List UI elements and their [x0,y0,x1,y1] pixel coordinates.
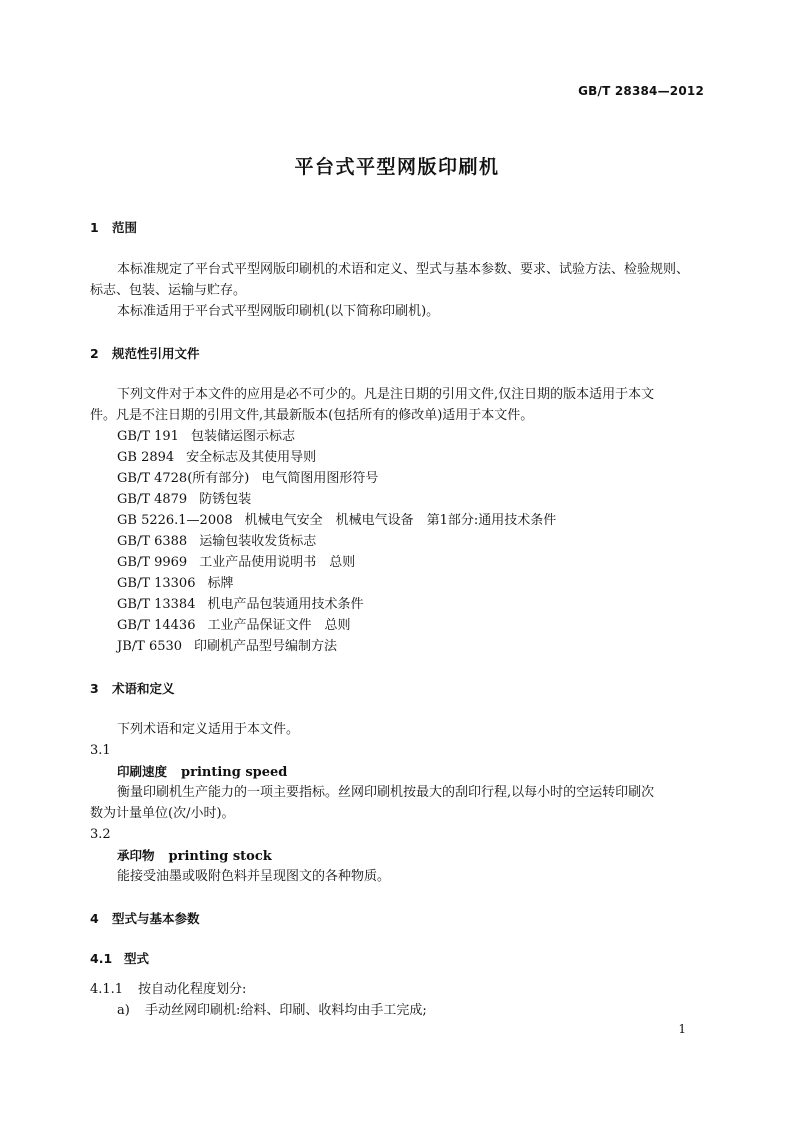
subsection-title: 型式 [124,951,150,966]
term-chinese: 承印物 [117,848,155,863]
term-chinese: 印刷速度 [117,764,168,779]
reference-item [117,617,351,635]
section-title: 型式与基本参数 [112,911,200,926]
section-1-heading [90,219,137,237]
reference-code: GB/T 4728(所有部分) [117,471,250,486]
reference-code: GB/T 191 [117,429,179,444]
list-text: 手动丝网印刷机:给料、印刷、收料均由手工完成; [145,1003,427,1018]
paragraph-line: 下列术语和定义适用于本文件。 [117,722,300,737]
reference-code: GB 5226.1—2008 [117,513,233,528]
reference-item [117,533,316,551]
reference-code: GB/T 13306 [117,576,196,591]
reference-item [117,638,337,656]
clause-text: 按自动化程度划分: [138,982,247,997]
term-number: 3.2 [90,827,111,842]
reference-code: JB/T 6530 [117,639,183,654]
paragraph-line: 本标准规定了平台式平型网版印刷机的术语和定义、型式与基本参数、要求、试验方法、检验规则、 [117,262,690,277]
paragraph-line: 本标准适用于平台式平型网版印刷机(以下简称印刷机)。 [117,304,440,319]
section-title: 规范性引用文件 [112,346,200,361]
reference-item [117,491,251,509]
list-item-a [117,1002,427,1020]
section-number: 1 [90,220,99,235]
section-4-heading [90,910,200,928]
paragraph-line: 件。凡是不注日期的引用文件,其最新版本(包括所有的修改单)适用于本文件。 [90,408,534,423]
reference-code: GB/T 9969 [117,555,188,570]
reference-title: 标牌 [207,576,234,591]
reference-item [117,596,364,614]
section-2-heading [90,345,200,363]
reference-code: GB/T 14436 [117,618,196,633]
reference-title: 工业产品使用说明书 总则 [199,555,356,570]
reference-title: 运输包装收发货标志 [199,534,317,549]
reference-item [117,470,378,488]
reference-title: 防锈包装 [199,492,252,507]
reference-item [117,554,355,572]
section-title: 范围 [112,220,138,235]
reference-title: 工业产品保证文件 总则 [207,618,351,633]
reference-title: 电气简图用图形符号 [261,471,379,486]
definition-line: 衡量印刷机生产能力的一项主要指标。丝网印刷机按最大的刮印行程,以每小时的空运转印刷次 [117,785,655,800]
page-number: 1 [678,1022,686,1036]
reference-item [117,575,234,593]
paragraph-line: 下列文件对于本文件的应用是必不可少的。凡是注日期的引用文件,仅注日期的版本适用于本文 [117,387,655,402]
paragraph-line: 标志、包装、运输与贮存。 [90,283,247,298]
reference-code: GB/T 13384 [117,597,196,612]
reference-title: 机械电气安全 机械电气设备 第1部分:通用技术条件 [244,513,557,528]
section-title: 术语和定义 [112,681,175,696]
reference-title: 印刷机产品型号编制方法 [194,639,338,654]
term-english: printing stock [168,849,272,864]
reference-item [117,449,316,467]
term-entry [117,763,287,782]
reference-item [117,512,556,530]
document-title: 平台式平型网版印刷机 [294,156,500,178]
section-number: 3 [90,681,99,696]
reference-code: GB 2894 [117,450,175,465]
section-3-heading [90,680,175,698]
clause-number: 4.1.1 [90,982,124,997]
definition-line: 能接受油墨或吸附色料并呈现图文的各种物质。 [117,869,391,884]
clause-4-1-1 [90,981,246,999]
reference-item [117,428,295,446]
list-label: a) [117,1003,130,1018]
reference-code: GB/T 4879 [117,492,188,507]
reference-code: GB/T 6388 [117,534,188,549]
subsection-number: 4.1 [90,951,113,966]
reference-title: 安全标志及其使用导则 [186,450,317,465]
term-english: printing speed [181,765,288,780]
term-entry [117,847,272,866]
definition-line: 数为计量单位(次/小时)。 [90,806,235,821]
section-number: 4 [90,911,99,926]
subsection-4-1-heading [90,950,149,968]
reference-title: 机电产品包装通用技术条件 [207,597,364,612]
section-number: 2 [90,346,99,361]
reference-title: 包装储运图示标志 [190,429,295,444]
standard-number: GB/T 28384—2012 [578,84,704,98]
term-number: 3.1 [90,743,111,758]
